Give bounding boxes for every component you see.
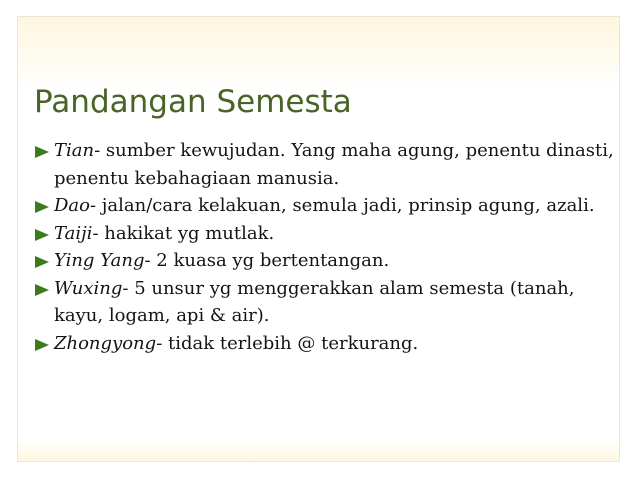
bullet-text: - tidak terlebih @ terkurang. xyxy=(156,332,419,354)
bullet-text: - sumber kewujudan. Yang maha agung, penentu dinasti, penentu kebahagiaan manusia. xyxy=(54,140,614,189)
bullet-text: - hakikat yg mutlak. xyxy=(92,222,275,244)
bullet-item-wuxing xyxy=(34,275,619,330)
bullet-term: Dao xyxy=(54,195,90,216)
bullet-item-dao xyxy=(34,192,619,220)
triangle-bullet-icon xyxy=(35,339,49,351)
bullet-term: Zhongyong xyxy=(54,332,157,354)
bullet-list xyxy=(34,137,619,357)
triangle-bullet-icon xyxy=(35,201,49,213)
slide-title: Pandangan Semesta xyxy=(34,84,352,120)
bullet-item-ying-yang xyxy=(34,247,619,275)
bullet-text: - 5 unsur yg menggerakkan alam semesta (tanah, kayu, logam, api & air). xyxy=(54,277,575,326)
bullet-item-tian xyxy=(34,137,619,192)
bullet-item-zhongyong xyxy=(34,330,619,358)
bullet-text: - 2 kuasa yg bertentangan. xyxy=(144,250,390,271)
bullet-term: Tian xyxy=(54,140,95,161)
bullet-term: Taiji xyxy=(54,222,93,244)
header-band xyxy=(18,17,619,89)
bullet-item-taiji xyxy=(34,220,619,248)
bullet-text: - jalan/cara kelakuan, semula jadi, prinsip agung, azali. xyxy=(90,195,595,216)
bullet-term: Ying Yang xyxy=(54,250,145,271)
footer-band xyxy=(18,440,619,461)
triangle-bullet-icon xyxy=(35,284,49,296)
triangle-bullet-icon xyxy=(35,229,49,241)
triangle-bullet-icon xyxy=(35,256,49,268)
bullet-term: Wuxing xyxy=(54,277,123,299)
triangle-bullet-icon xyxy=(35,146,49,158)
